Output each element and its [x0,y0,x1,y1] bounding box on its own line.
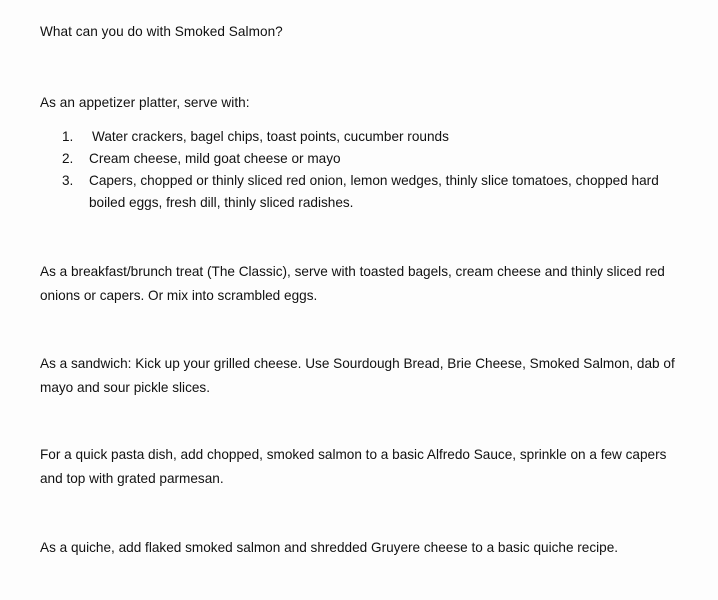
list-item [62,170,682,214]
list-item [62,126,682,148]
sandwich-paragraph: As a sandwich: Kick up your grilled cheese. Use Sourdough Bread, Brie Cheese, Smoked Salmon, dab of mayo and sour pickle slices. [40,356,675,395]
list-item [62,148,682,170]
appetizer-list [62,126,682,214]
list-item-text: Capers, chopped or thinly sliced red onion, lemon wedges, thinly slice tomatoes, chopped hard boiled eggs, fresh dill, thinly sliced radishes. [89,173,659,210]
pasta-paragraph: For a quick pasta dish, add chopped, smoked salmon to a basic Alfredo Sauce, sprinkle on a few capers and top with grated parmesan. [40,447,667,486]
list-item-text: Cream cheese, mild goat cheese or mayo [89,151,341,166]
list-item-text: Water crackers, bagel chips, toast points, cucumber rounds [92,129,449,144]
list-item-number: 1. [62,129,74,144]
document-title: What can you do with Smoked Salmon? [40,24,283,39]
appetizer-intro: As an appetizer platter, serve with: [40,95,250,110]
list-item-number: 3. [62,173,74,188]
breakfast-paragraph: As a breakfast/brunch treat (The Classic), serve with toasted bagels, cream cheese and thinly sliced red onions or capers. Or mix into scrambled eggs. [40,264,665,303]
quiche-paragraph: As a quiche, add flaked smoked salmon and shredded Gruyere cheese to a basic quiche recipe. [40,540,619,555]
list-item-number: 2. [62,151,74,166]
